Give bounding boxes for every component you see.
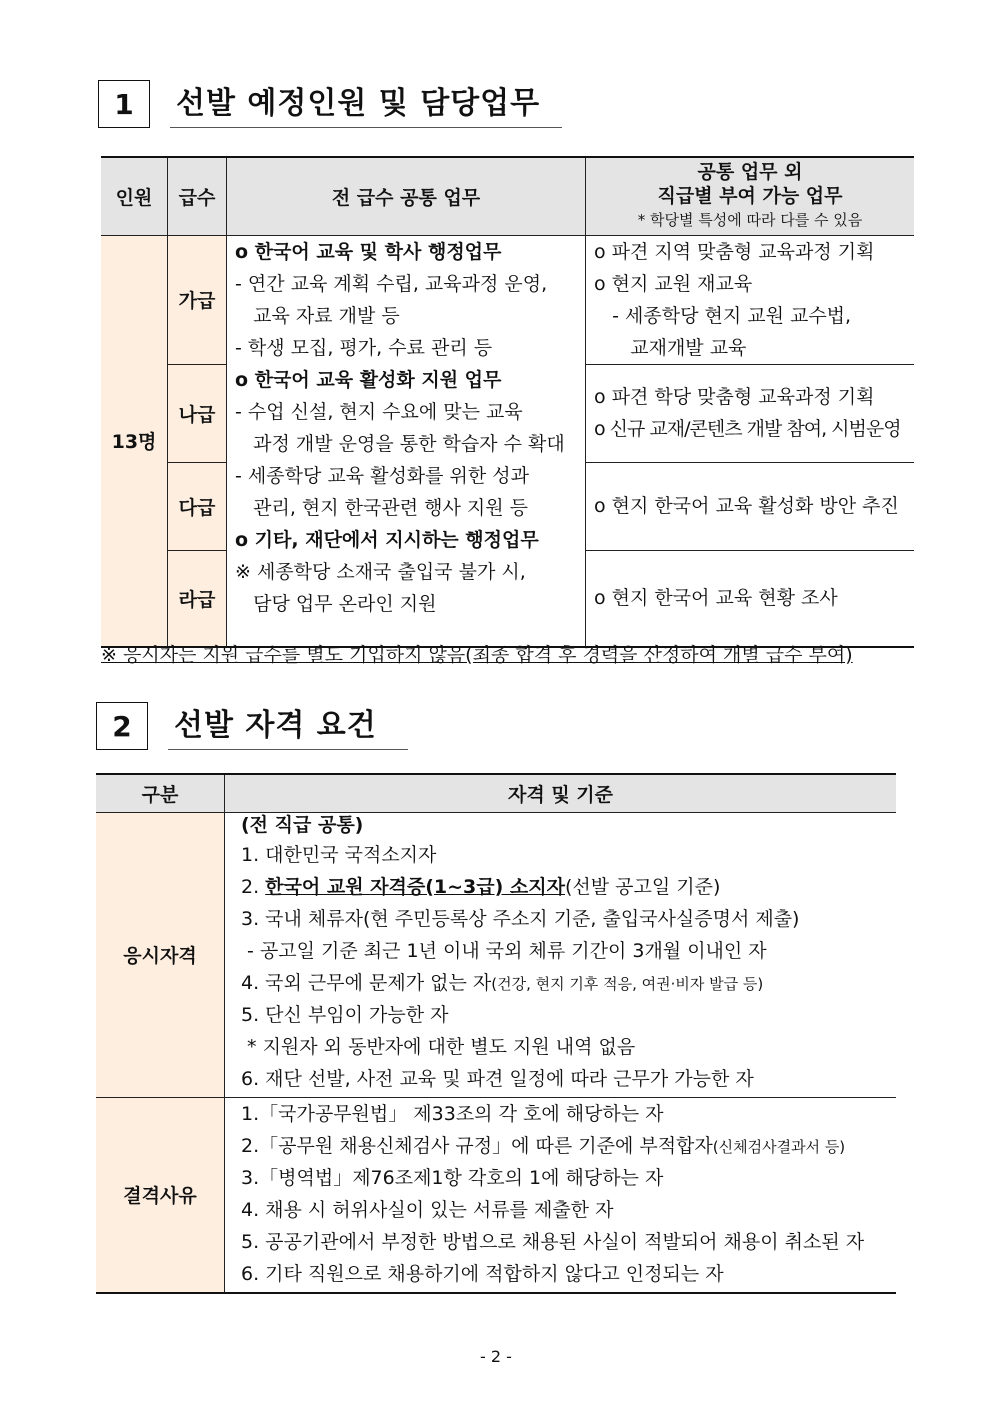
extra-na [586,364,915,462]
eligibility-line-5-small: (건강, 현지 기후 적응, 여권·비자 발급 등) [491,974,764,993]
eligibility-line-8: 6. 재단 선발, 사전 교육 및 파견 일정에 따라 근무가 가능한 자 [241,1067,754,1090]
common-line-6: - 수업 신설, 현지 수요에 맞는 교육 [235,400,523,423]
extra-ga-line-3: - 세종학당 현지 교원 교수법, [594,304,852,327]
disq-line-2-main: 2.「공무원 채용신체검사 규정」에 따른 기준에 부적합자 [241,1134,713,1157]
extra-na-line-2: o 신규 교재/콘텐츠 개발 참여, 시범운영 [594,418,901,440]
eligibility-cell [225,812,897,1097]
header-category: 구분 [96,774,225,812]
eligibility-line-2-bold: 한국어 교원 자격증(1~3급) 소지자 [265,875,565,898]
duties-table [101,156,914,648]
eligibility-line-2-num: 2. [241,875,266,898]
eligibility-line-5-main: 4. 국외 근무에 문제가 없는 자 [241,971,492,994]
common-line-9: 관리, 현지 한국관련 행사 지원 등 [235,496,528,519]
header-extra-line2: 직급별 부여 가능 업무 [657,185,843,208]
eligibility-line-7: * 지원자 외 동반자에 대한 별도 지원 내역 없음 [241,1035,636,1058]
extra-da-line-1: o 현지 한국어 교육 활성화 방안 추진 [594,495,899,517]
eligibility-line-2-rest: (선발 공고일 기준) [565,875,721,898]
common-line-10: o 기타, 재단에서 지시하는 행정업무 [235,528,539,551]
disqualification-label: 결격사유 [96,1097,225,1293]
section2-title: 선발 자격 요건 [168,707,408,750]
extra-ra [586,550,915,647]
personnel-count: 13명 [101,235,168,647]
header-extra-note: * 학당별 특성에 따라 다를 수 있음 [637,211,863,230]
common-line-5: o 한국어 교육 활성화 지원 업무 [235,368,502,391]
extra-da [586,462,915,550]
common-duties-cell [227,235,586,647]
eligibility-line-5 [241,967,890,999]
section1-number: 1 [98,80,150,128]
eligibility-line-4: - 공고일 기준 최근 1년 이내 국외 체류 기간이 3개월 이내인 자 [241,939,767,962]
extra-ra-line-1: o 현지 한국어 교육 현황 조사 [594,587,838,610]
section2-header [96,702,408,750]
disq-line-3: 3.「병역법」제76조제1항 각호의 1에 해당하는 자 [241,1166,664,1189]
disqualification-cell [225,1097,897,1293]
header-extra-line1: 공통 업무 외 [697,161,803,184]
common-line-4: - 학생 모집, 평가, 수료 관리 등 [235,336,493,359]
eligibility-line-2 [241,871,890,903]
disq-line-1: 1.「국가공무원법」 제33조의 각 호에 해당하는 자 [241,1102,664,1125]
grade-ra: 라급 [168,550,227,647]
disq-line-2-small: (신체검사결과서 등) [712,1137,846,1156]
common-line-12: 담당 업무 온라인 지원 [235,592,437,615]
disq-line-2 [241,1130,890,1162]
qualifications-table [96,773,896,1294]
common-line-2: - 연간 교육 계획 수립, 교육과정 운영, [235,272,548,295]
header-personnel: 인원 [101,157,168,235]
eligibility-label: 응시자격 [96,812,225,1097]
eligibility-line-6: 5. 단신 부임이 가능한 자 [241,1003,449,1026]
section2-number: 2 [96,702,148,750]
common-line-1: o 한국어 교육 및 학사 행정업무 [235,240,502,263]
grade-da: 다급 [168,462,227,550]
extra-na-line-1: o 파견 학당 맞춤형 교육과정 기획 [594,386,875,408]
extra-ga-line-4: 교재개발 교육 [594,336,747,359]
common-line-7: 과정 개발 운영을 통한 학습자 수 확대 [235,432,565,455]
extra-ga-line-1: o 파견 지역 맞춤형 교육과정 기획 [594,240,875,263]
section1-note: ※ 응시자는 지원 급수를 별도 기입하지 않음(최종 합격 후 경력을 산정하여 개별 급수 부여) [101,644,853,666]
common-line-8: - 세종학당 교육 활성화를 위한 성과 [235,464,530,487]
disq-line-6: 6. 기타 직원으로 채용하기에 적합하지 않다고 인정되는 자 [241,1262,724,1285]
disq-line-4: 4. 채용 시 허위사실이 있는 서류를 제출한 자 [241,1198,614,1221]
page-number: - 2 - [480,1347,512,1366]
common-line-3: 교육 자료 개발 등 [235,304,400,327]
section1-title: 선발 예정인원 및 담당업무 [170,85,562,128]
grade-na: 나급 [168,364,227,462]
extra-ga [586,235,915,364]
grade-ga: 가급 [168,235,227,364]
header-extra [586,157,915,235]
header-grade: 급수 [168,157,227,235]
common-line-11: ※ 세종학당 소재국 출입국 불가 시, [235,560,526,583]
extra-ga-line-2: o 현지 교원 재교육 [594,272,753,295]
disq-line-5: 5. 공공기관에서 부정한 방법으로 채용된 사실이 적발되어 채용이 취소된 자 [241,1230,865,1253]
section1-header [98,80,562,128]
header-criteria: 자격 및 기준 [225,774,897,812]
eligibility-line-1: 1. 대한민국 국적소지자 [241,843,437,866]
header-common: 전 급수 공통 업무 [227,157,586,235]
eligibility-line-3: 3. 국내 체류자(현 주민등록상 주소지 기준, 출입국사실증명서 제출) [241,907,800,930]
eligibility-line-0: (전 직급 공통) [241,813,364,836]
